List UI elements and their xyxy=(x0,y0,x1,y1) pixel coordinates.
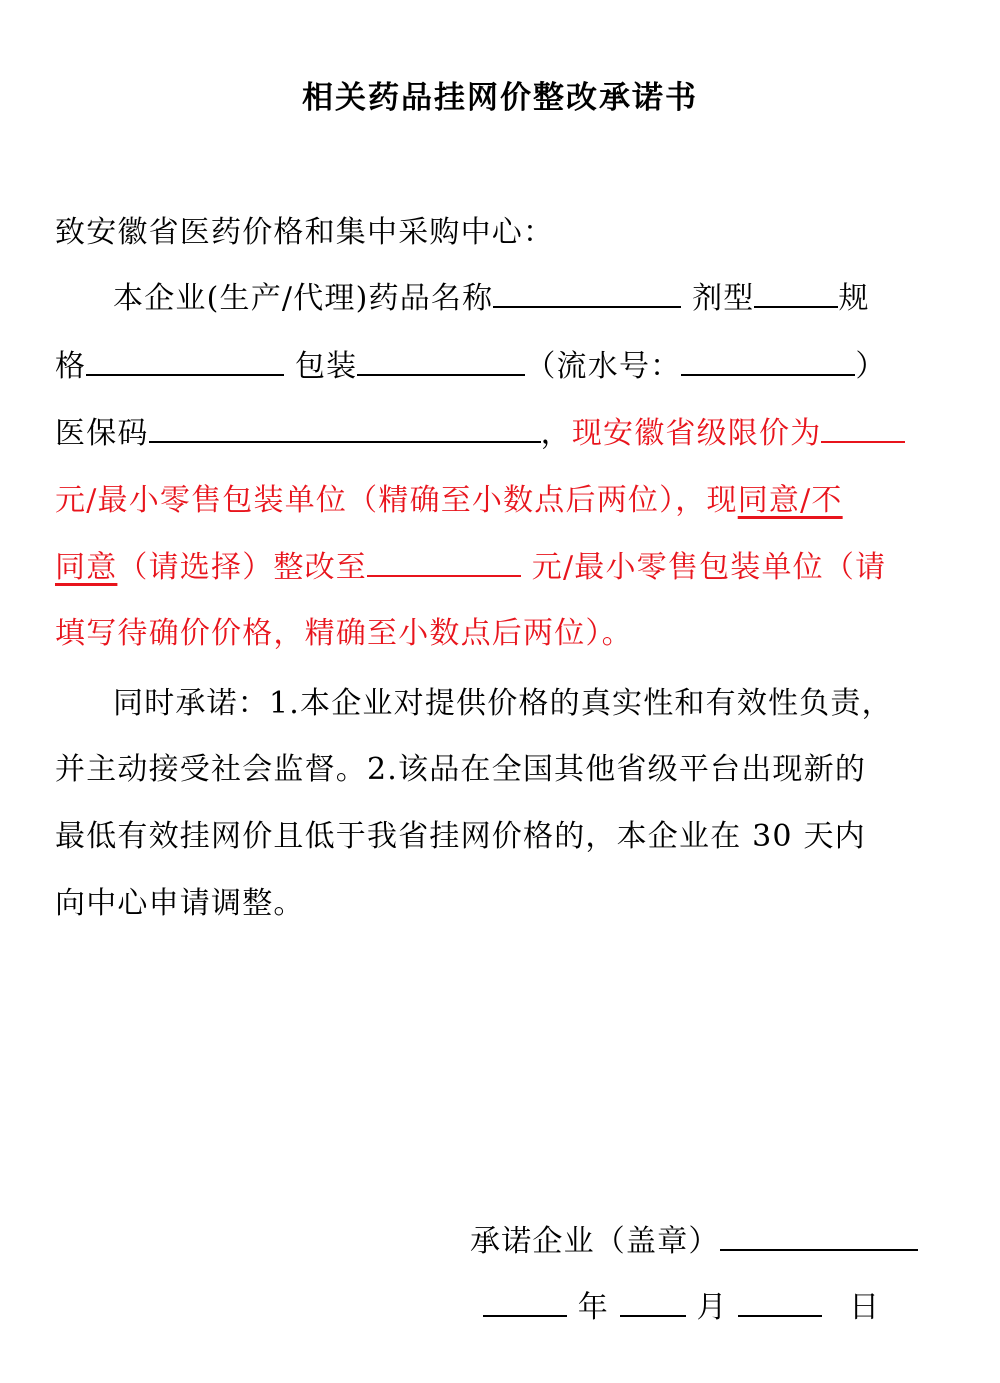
para1-line1 xyxy=(113,279,870,319)
insurance-code-label: 医保码 xyxy=(55,416,149,451)
para1-line5 xyxy=(55,548,886,588)
para2-line3: 最低有效挂网价且低于我省挂网价格的，本企业在 30 天内 xyxy=(55,819,866,854)
para1-line6: 填写待确价价格，精确至小数点后两位）。 xyxy=(55,616,633,651)
agree-disagree-option-part2[interactable]: 同意 xyxy=(55,550,118,585)
package-label: 包装 xyxy=(294,349,358,384)
rectified-price-blank[interactable] xyxy=(367,549,521,577)
spec-label-part2: 格 xyxy=(55,349,87,384)
spec-blank[interactable] xyxy=(86,348,284,376)
unit-fill-label: 元/最小零售包装单位（请 xyxy=(531,550,887,585)
salutation: 致安徽省医药价格和集中采购中心： xyxy=(55,215,555,250)
drug-name-label: 本企业(生产/代理)药品名称 xyxy=(113,281,494,316)
month-blank[interactable] xyxy=(620,1289,686,1317)
spec-label-part1: 规 xyxy=(838,281,870,316)
serial-number-label: （流水号： xyxy=(525,349,682,384)
day-blank[interactable] xyxy=(738,1289,822,1317)
dosage-form-label: 剂型 xyxy=(692,281,755,316)
signature-line xyxy=(470,1222,918,1262)
month-label: 月 xyxy=(696,1290,728,1325)
package-blank[interactable] xyxy=(357,348,525,376)
para2-line2: 并主动接受社会监督。2.该品在全国其他省级平台出现新的 xyxy=(55,752,867,787)
comma: ， xyxy=(540,416,572,451)
para1-line4 xyxy=(55,481,843,521)
year-blank[interactable] xyxy=(483,1289,567,1317)
agree-disagree-option-part1[interactable]: 同意/不 xyxy=(737,483,843,518)
company-seal-blank[interactable] xyxy=(720,1223,918,1251)
para1-line2 xyxy=(55,347,887,387)
year-label: 年 xyxy=(577,1290,609,1325)
company-seal-label: 承诺企业（盖章） xyxy=(470,1224,720,1259)
rectify-to-label: （请选择）整改至 xyxy=(117,550,368,585)
dosage-form-blank[interactable] xyxy=(754,280,838,308)
day-label: 日 xyxy=(849,1290,881,1325)
price-limit-blank[interactable] xyxy=(821,415,905,443)
para2-line1: 同时承诺：1.本企业对提供价格的真实性和有效性负责， xyxy=(113,686,893,721)
document-title: 相关药品挂网价整改承诺书 xyxy=(302,80,698,116)
price-limit-label: 现安徽省级限价为 xyxy=(571,416,822,451)
para2-line4: 向中心申请调整。 xyxy=(55,886,305,921)
serial-number-close: ） xyxy=(855,349,887,384)
para1-line3 xyxy=(55,414,905,454)
insurance-code-blank[interactable] xyxy=(149,415,541,443)
unit-and-now-text: 元/最小零售包装单位（精确至小数点后两位），现 xyxy=(55,483,738,518)
date-line xyxy=(483,1288,880,1328)
drug-name-blank[interactable] xyxy=(493,280,681,308)
serial-number-blank[interactable] xyxy=(681,348,855,376)
